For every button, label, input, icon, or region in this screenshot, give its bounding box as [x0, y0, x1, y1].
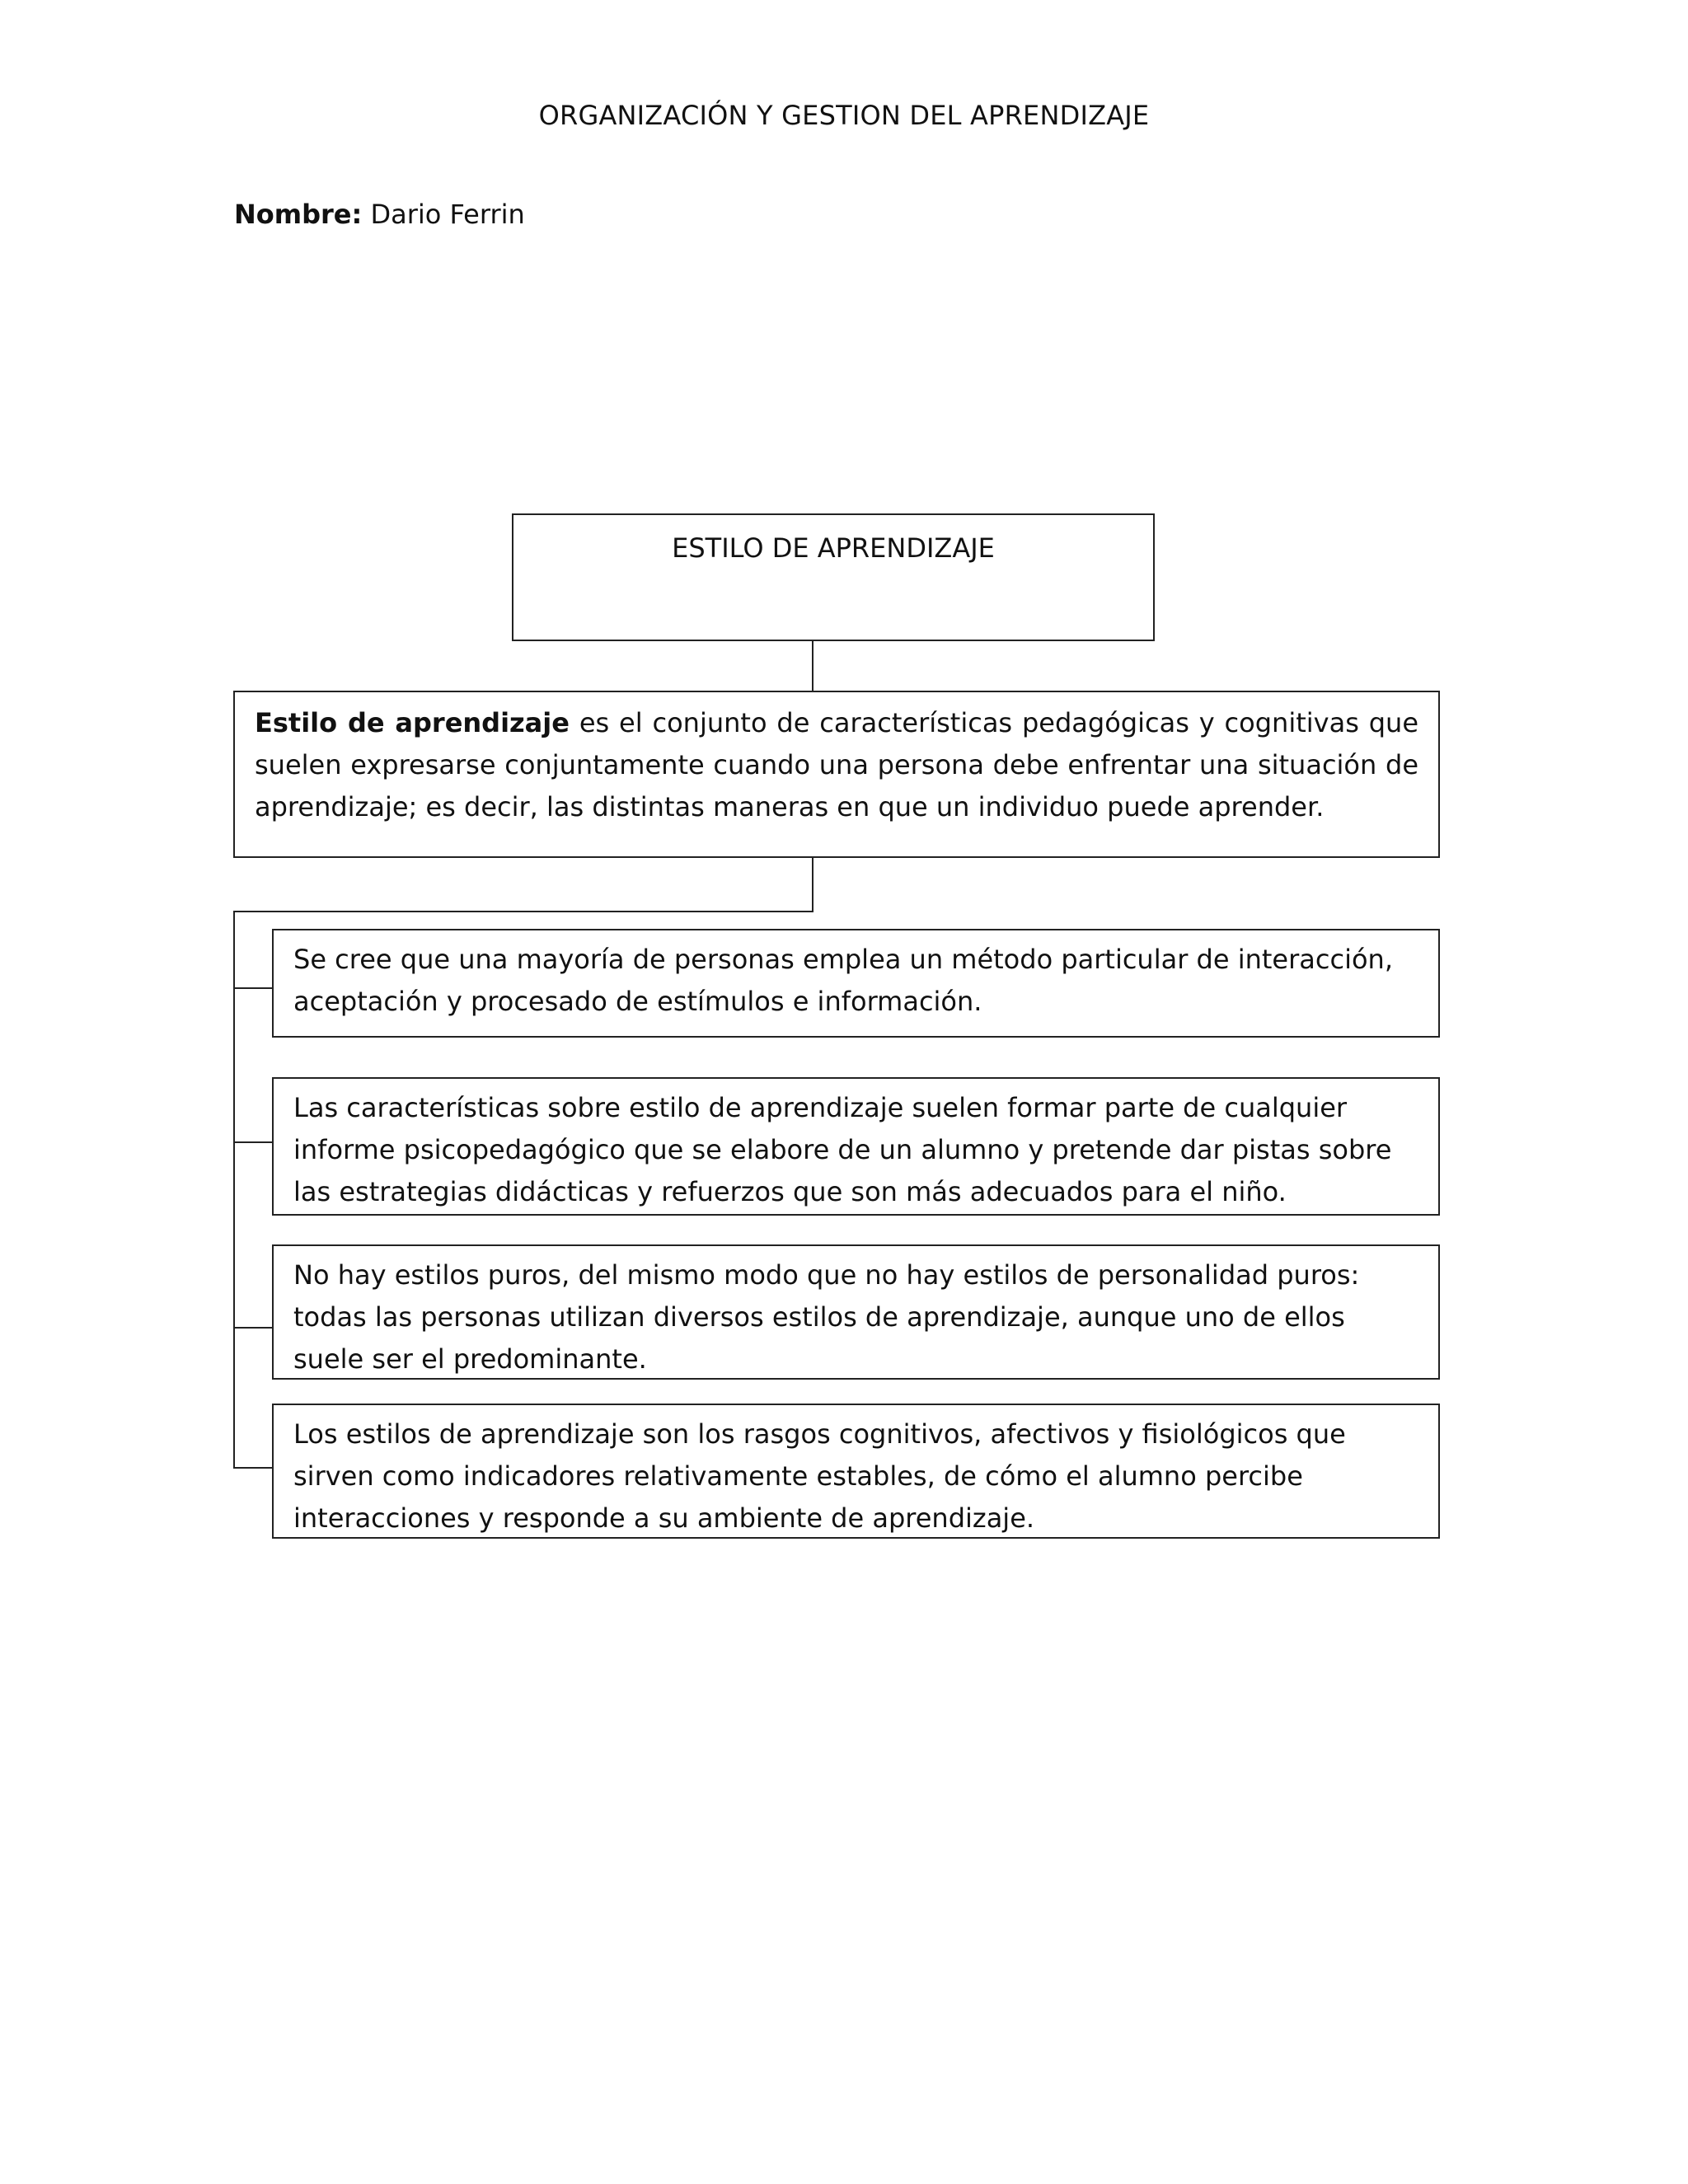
connector-horizontal-to-spine: [233, 911, 814, 912]
name-label: Nombre:: [234, 199, 363, 230]
item-node: [272, 1077, 1440, 1216]
diagram-top-node: [512, 513, 1155, 641]
name-line: [234, 196, 525, 232]
item-text: No hay estilos puros, del mismo modo que no hay estilos de personalidad puros: todas las personas utilizan diversos estilos de aprendizaje, aunque uno de ellos suele ser el predominante.: [293, 1259, 1360, 1375]
connector-branch-4: [233, 1467, 273, 1469]
connector-branch-3: [233, 1327, 273, 1329]
connector-branch-1: [233, 987, 273, 989]
connector-top-to-definition: [812, 640, 814, 691]
item-text: Los estilos de aprendizaje son los rasgos cognitivos, afectivos y fisiológicos que sirven como indicadores relativamente estables, de cómo el alumno percibe interacciones y responde a su ambiente de aprendizaje.: [293, 1418, 1346, 1534]
connector-definition-down: [812, 857, 814, 912]
connector-branch-2: [233, 1141, 273, 1143]
definition-node: [233, 691, 1440, 858]
connector-spine: [233, 911, 235, 1469]
definition-body: es el conjunto de características pedagógicas y cognitivas que suelen expresarse conjuntamente cuando una persona debe enfrentar una situación de aprendizaje; es decir, las distintas maneras en que un individuo puede aprender.: [255, 707, 1419, 823]
definition-text: [255, 702, 1418, 828]
document-title: ORGANIZACIÓN Y GESTION DEL APRENDIZAJE: [538, 100, 1150, 131]
top-node-label: ESTILO DE APRENDIZAJE: [672, 532, 995, 564]
item-node: [272, 1404, 1440, 1539]
item-text: Las características sobre estilo de aprendizaje suelen formar parte de cualquier informe psicopedagógico que se elabore de un alumno y pretende dar pistas sobre las estrategias didácticas y refuerzos que son más adecuados para el niño.: [293, 1092, 1392, 1207]
name-value: Dario Ferrin: [370, 199, 525, 230]
definition-term: Estilo de aprendizaje: [255, 707, 570, 738]
item-node: [272, 929, 1440, 1038]
item-text: Se cree que una mayoría de personas emplea un método particular de interacción, aceptación y procesado de estímulos e información.: [293, 944, 1393, 1017]
item-node: [272, 1244, 1440, 1380]
